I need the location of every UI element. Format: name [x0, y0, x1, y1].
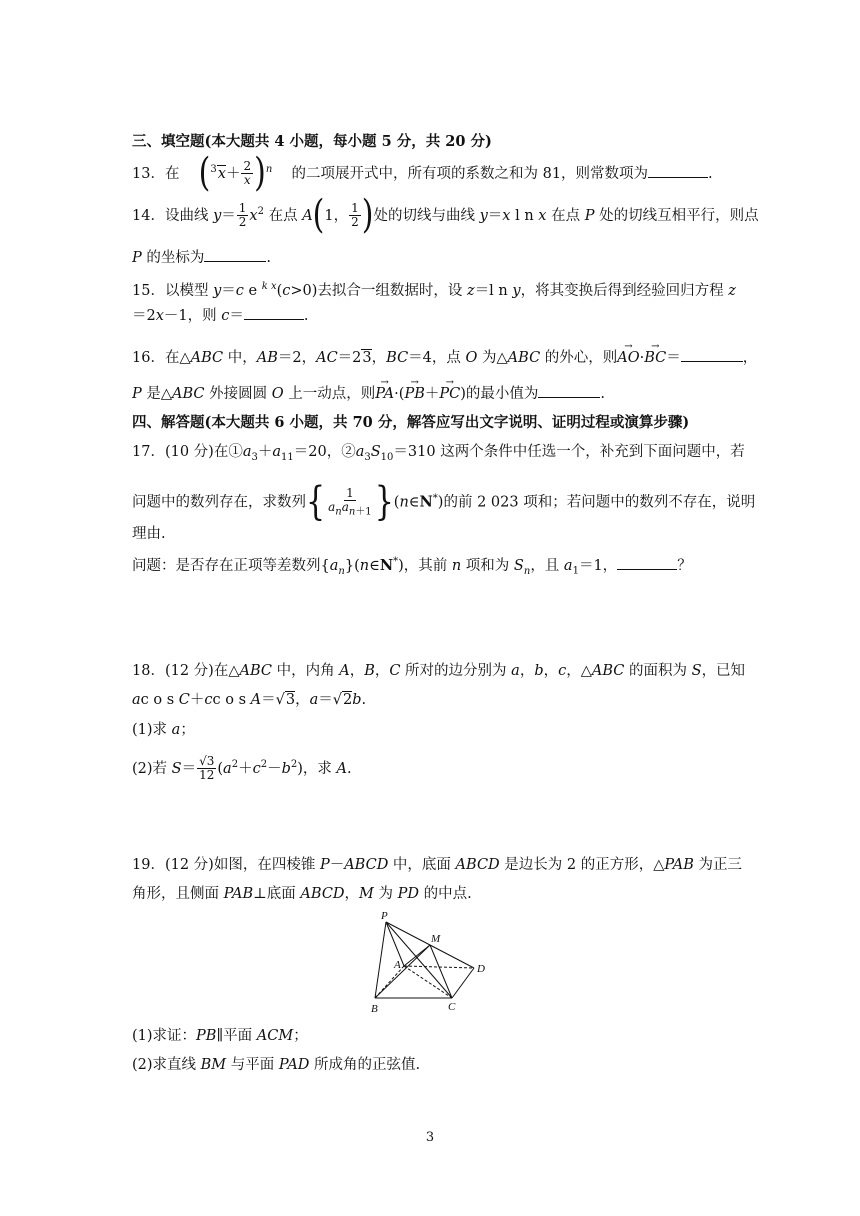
- question-17-line-4: 问题：是否存在正项等差数列$\{a_n\}(n\in N^*)$，其前 n 项和为 $S_n$，且 $a_1=1$， ？: [132, 556, 692, 577]
- question-18-part-2: (2)若 S＝ $\frac{√3}{12}$ $(a^2+c^2-b^2)$，求 A.: [132, 754, 352, 783]
- question-15-line-2: ＝2x－1，则 c＝ .: [132, 308, 309, 324]
- section-3-heading: 三、填空题(本大题共 4 小题，每小题 5 分，共 20 分): [132, 133, 492, 150]
- label-d: D: [477, 963, 485, 975]
- label-b: B: [371, 1003, 378, 1015]
- page-number: 3: [425, 1130, 435, 1145]
- question-16-line-1: 16．在△ABC 中，AB＝2，AC＝23，BC＝4，点 O 为△ABC 的外心，则→ AO·→ BC＝ ，: [132, 348, 757, 368]
- question-18-line-2: ac o s C＋cc o s A＝√3，a＝√2b.: [132, 692, 367, 708]
- question-18-part-1: (1)求 a；: [132, 722, 195, 738]
- question-18-line-1: 18．(12 分)在△ABC 中，内角 A，B，C 所对的边分别为 a，b，c，△ABC 的面积为 S，已知: [132, 663, 746, 679]
- question-15-line-1: 15．以模型 y＝c e $^{k x}$(c>0)去拟合一组数据时，设 z＝l n y，将其变换后得到经验回归方程 z: [132, 281, 736, 299]
- label-c: C: [448, 1001, 456, 1013]
- question-16-line-2: P 是△ABC 外接圆圆 O 上一动点，则→ PA·(→ PB＋→ PC)的最小值为 .: [132, 384, 605, 404]
- label-p: P: [381, 910, 388, 922]
- pyramid-figure: [362, 908, 497, 1018]
- question-19-part-2: (2)求直线 BM 与平面 PAD 所成角的正弦值.: [132, 1057, 421, 1073]
- question-19-part-1: (1)求证：PB∥平面 ACM；: [132, 1028, 308, 1044]
- question-19-line-2: 角形，且侧面 PAB⊥底面 ABCD，M 为 PD 的中点.: [132, 886, 472, 902]
- question-19-line-1: 19．(12 分)如图，在四棱锥 P－ABCD 中，底面 ABCD 是边长为 2 的正方形，△PAB 为正三: [132, 857, 743, 873]
- question-14-line-2: P 的坐标为 .: [132, 250, 271, 266]
- question-17-line-3: 理由.: [132, 526, 166, 542]
- question-17-line-1: 17．(10 分)在$①a_3+a_{11}=20$，$②a_3S_{10}=310$ 这两个条件中任选一个，补充到下面问题中，若: [132, 444, 745, 463]
- question-17-line-2: 问题中的数列存在，求数列{ $\frac{1}{a_na_{n+1}}$ }(n∈N*)的前 2 023 项和；若问题中的数列不存在，说明: [132, 479, 756, 525]
- question-14-line-1: 14．设曲线 y＝ $\frac{1}{2}$ $x^2$ 在点 A(1， $\frac{1}{2}$ )处的切线与曲线 y＝x l n x 在点 P 处的切线互相平行，则点: [132, 192, 759, 238]
- label-a: A: [394, 959, 401, 971]
- section-4-heading: 四、解答题(本大题共 6 小题，共 70 分，解答应写出文字说明、证明过程或演算步骤): [132, 414, 690, 431]
- label-m: M: [431, 933, 441, 945]
- question-13: 13．在 ($^3$x＋ $\frac{2}{x}$ )$^n$ 的二项展开式中，所有项的系数之和为 81，则常数项为 .: [132, 150, 713, 196]
